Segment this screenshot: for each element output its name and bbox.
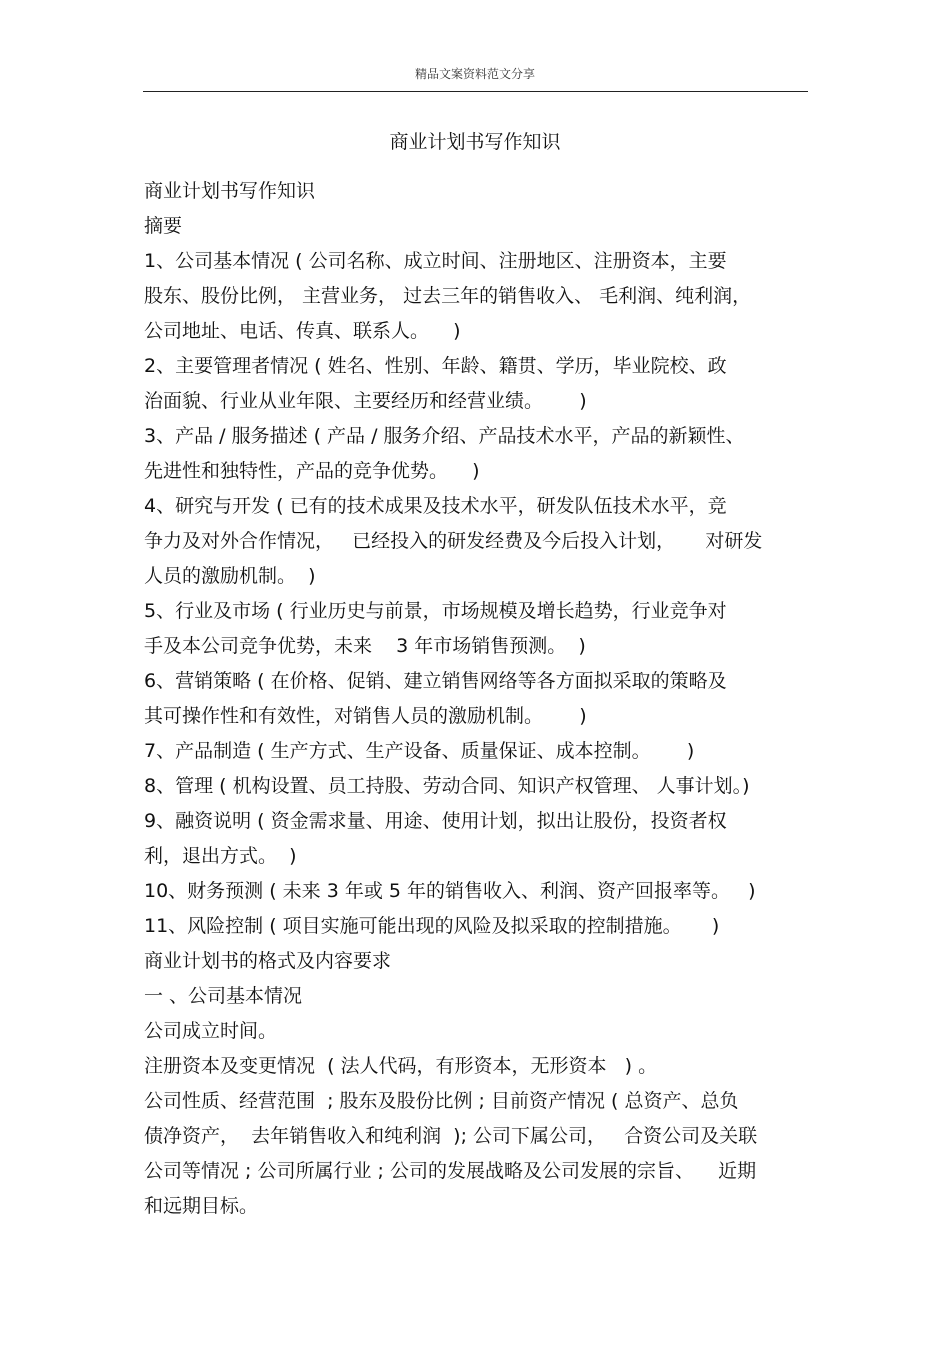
- body-line: 公司等情况 ; 公司所属行业 ; 公司的发展战略及公司发展的宗旨、 近期: [144, 1160, 757, 1182]
- body-line: 10、财务预测 ( 未来 3 年或 5 年的销售收入、利润、资产回报率等。 ): [144, 880, 756, 902]
- body-line: 摘要: [144, 215, 183, 237]
- body-line: 7、产品制造 ( 生产方式、生产设备、质量保证、成本控制。 ): [144, 740, 695, 762]
- body-line: 3、产品 / 服务描述 ( 产品 / 服务介绍、产品技术水平，产品的新颖性、: [144, 425, 745, 447]
- page-header-text: 精品文案资料范文分享: [414, 67, 535, 81]
- body-line: 6、营销策略 ( 在价格、促销、建立销售网络等各方面拟采取的策略及: [144, 670, 727, 692]
- section-heading: 商业计划书的格式及内容要求: [144, 950, 392, 972]
- body-line: 其可操作性和有效性，对销售人员的激励机制。 ): [144, 705, 587, 727]
- body-line: 债净资产， 去年销售收入和纯利润 ); 公司下属公司， 合资公司及关联: [144, 1125, 758, 1147]
- body-line: 和远期目标。: [144, 1195, 259, 1217]
- document-body: [144, 174, 808, 1224]
- body-line: 9、融资说明 ( 资金需求量、用途、使用计划，拟出让股份，投资者权: [144, 810, 727, 832]
- body-line: 8、管理 ( 机构设置、员工持股、劳动合同、知识产权管理、 人事计划。): [144, 775, 750, 797]
- body-line: 1、公司基本情况 ( 公司名称、成立时间、注册地区、注册资本，主要: [144, 250, 727, 272]
- document-title: 商业计划书写作知识: [389, 131, 561, 153]
- body-line: 2、主要管理者情况 ( 姓名、性别、年龄、籍贯、学历，毕业院校、政: [144, 355, 727, 377]
- body-line: 人员的激励机制。 ): [144, 565, 316, 587]
- header-divider: [143, 91, 808, 92]
- body-line: 4、研究与开发 ( 已有的技术成果及技术水平，研发队伍技术水平，竞: [144, 495, 727, 517]
- body-line: 注册资本及变更情况 ( 法人代码，有形资本，无形资本 ) 。: [144, 1055, 658, 1077]
- body-line: 利，退出方式。 ): [144, 845, 297, 867]
- section-heading: 一 、公司基本情况: [144, 985, 303, 1007]
- body-line: 公司性质、经营范围 ; 股东及股份比例 ; 目前资产情况 ( 总资产、总负: [144, 1090, 739, 1112]
- body-line: 股东、股份比例， 主营业务， 过去三年的销售收入、 毛利润、纯利润，: [144, 285, 752, 307]
- body-line: 公司成立时间。: [144, 1020, 278, 1042]
- body-line: 治面貌、行业从业年限、主要经历和经营业绩。 ): [144, 390, 587, 412]
- body-line: 争力及对外合作情况， 已经投入的研发经费及今后投入计划， 对研发: [144, 530, 763, 552]
- body-line: 商业计划书写作知识: [144, 180, 316, 202]
- body-line: 先进性和独特性，产品的竞争优势。 ): [144, 460, 480, 482]
- body-line: 5、行业及市场 ( 行业历史与前景，市场规模及增长趋势，行业竞争对: [144, 600, 727, 622]
- body-line: 手及本公司竞争优势，未来 3 年市场销售预测。 ): [144, 635, 586, 657]
- body-line: 公司地址、电话、传真、联系人。 ): [144, 320, 461, 342]
- body-line: 11、风险控制 ( 项目实施可能出现的风险及拟采取的控制措施。 ): [144, 915, 720, 937]
